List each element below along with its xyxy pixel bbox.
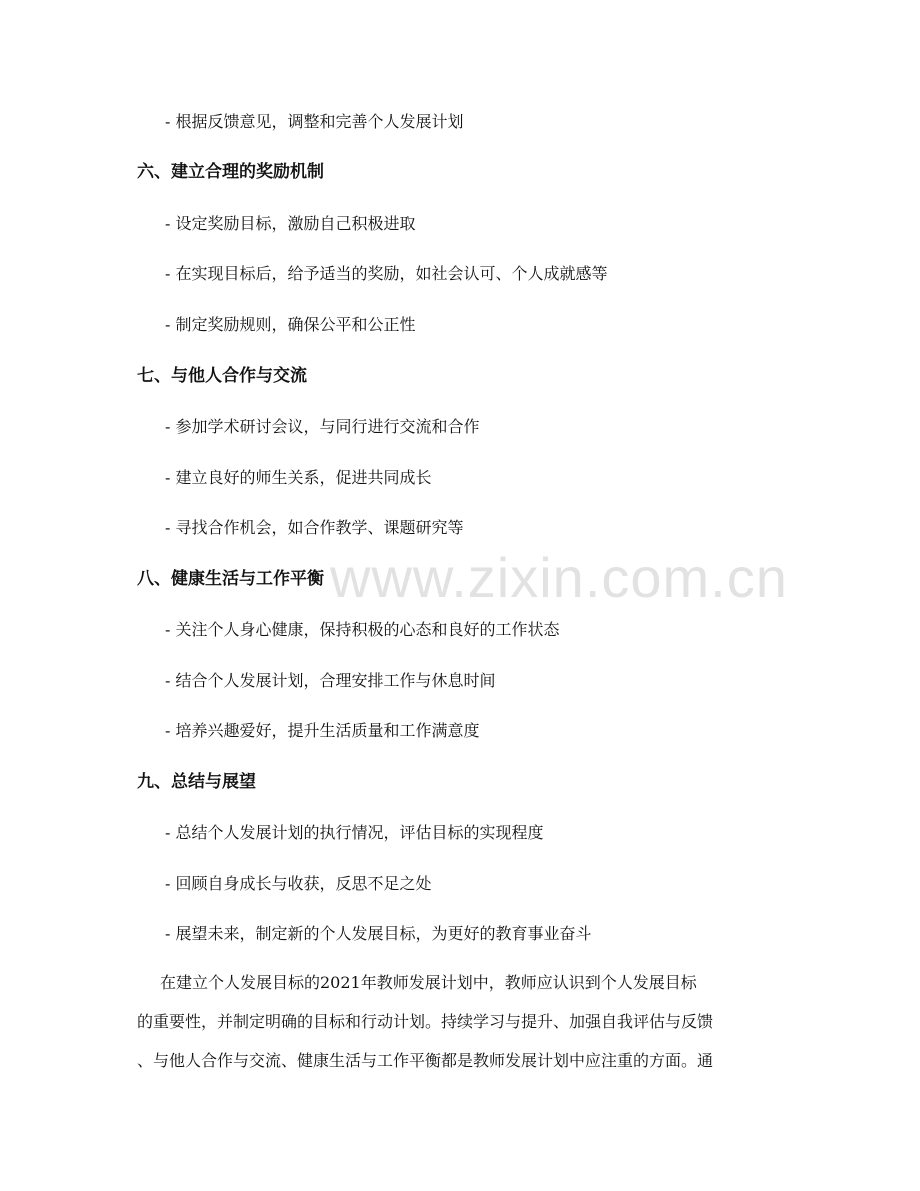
watermark: www.zixin.com.cn [330,546,788,609]
list-item: - 建立良好的师生关系，促进共同成长 [165,468,432,487]
section-heading: 九、总结与展望 [137,772,256,792]
paragraph-line: 在建立个人发展目标的2021年教师发展计划中，教师应认识到个人发展目标 [160,973,697,992]
list-item: - 设定奖励目标，激励自己积极进取 [165,214,416,233]
list-item: - 总结个人发展计划的执行情况，评估目标的实现程度 [165,823,544,842]
section-heading: 八、健康生活与工作平衡 [137,569,324,589]
list-item: - 制定奖励规则，确保公平和公正性 [165,315,416,334]
list-item: - 培养兴趣爱好，提升生活质量和工作满意度 [165,721,480,740]
list-item: - 回顾自身成长与收获，反思不足之处 [165,874,432,893]
list-item: - 关注个人身心健康，保持积极的心态和良好的工作状态 [165,620,560,639]
section-heading: 七、与他人合作与交流 [137,366,307,386]
list-item: - 参加学术研讨会议，与同行进行交流和合作 [165,417,480,436]
section-heading: 六、建立合理的奖励机制 [137,162,324,182]
paragraph-line: 、与他人合作与交流、健康生活与工作平衡都是教师发展计划中应注重的方面。通 [137,1051,714,1070]
paragraph-line: 的重要性，并制定明确的目标和行动计划。持续学习与提升、加强自我评估与反馈 [137,1012,714,1031]
list-item: - 寻找合作机会，如合作教学、课题研究等 [165,518,464,537]
list-item: - 根据反馈意见，调整和完善个人发展计划 [165,112,464,131]
list-item: - 结合个人发展计划，合理安排工作与休息时间 [165,671,496,690]
list-item: - 在实现目标后，给予适当的奖励，如社会认可、个人成就感等 [165,264,608,283]
list-item: - 展望未来，制定新的个人发展目标，为更好的教育事业奋斗 [165,924,592,943]
